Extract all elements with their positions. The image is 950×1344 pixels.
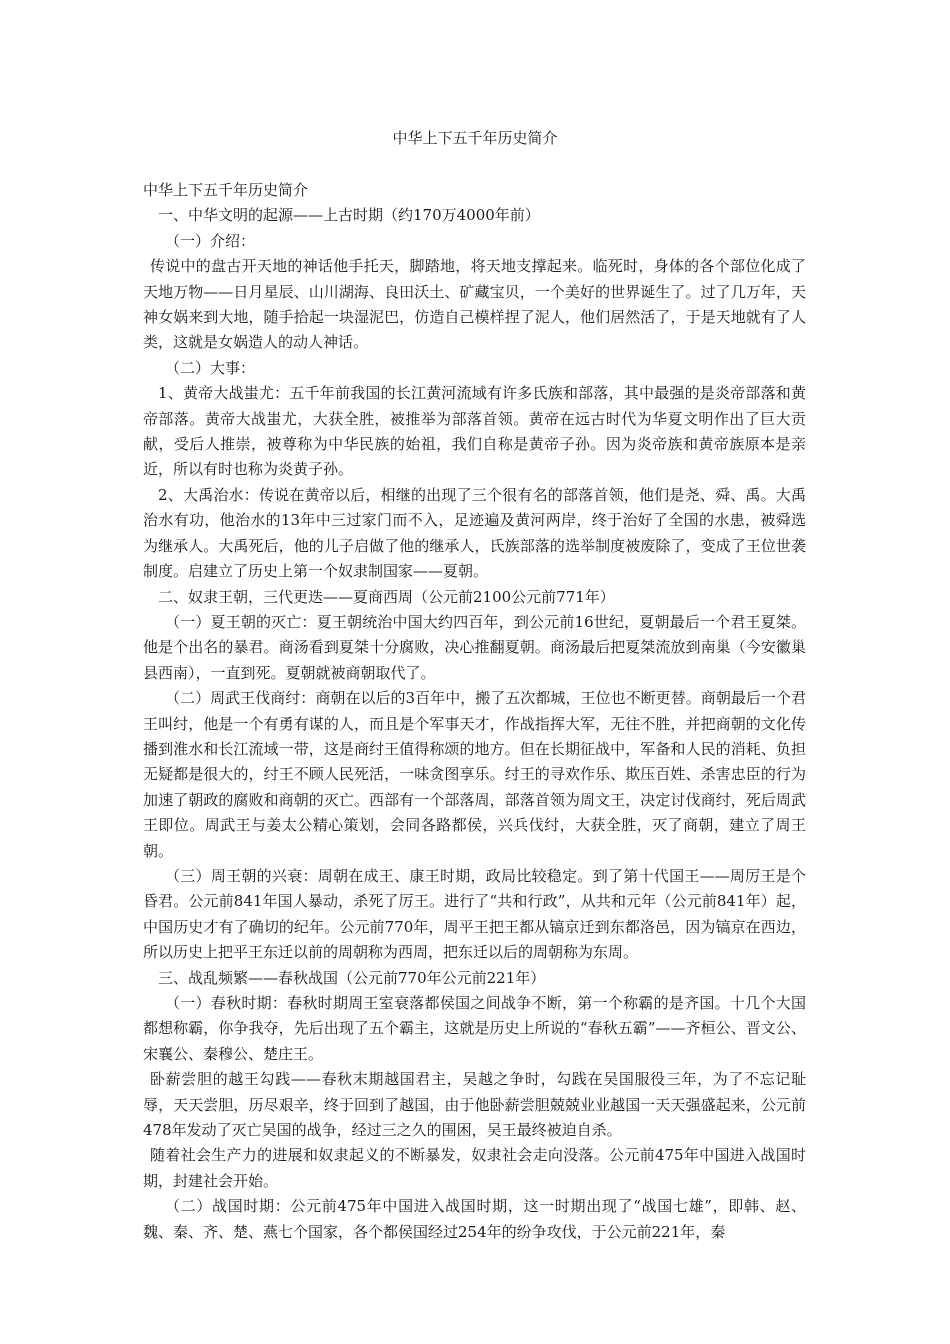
paragraph-pangu: 传说中的盘古开天地的神话他手托天，脚踏地，将天地支撑起来。临死时，身体的各个部位化成了天地万物——日月星辰、山川湖海、良田沃土、矿藏宝贝，一个美好的世界诞生了。过了几万年，天神女娲来到大地，随手拾起一块湿泥巴，仿造自己模样捏了泥人，他们居然活了，于是天地就有了人类，这就是女娲造人的动人神话。 [143, 257, 806, 352]
document-title: 中华上下五千年历史简介 [392, 129, 558, 147]
section-heading-1: 一、中华文明的起源——上古时期（约170万4000年前） [158, 206, 540, 225]
paragraph-chunqiu: （一）春秋时期：春秋时期周王室衰落都侯国之间战争不断，第一个称霸的是齐国。十几个大国都想称霸，你争我夺，先后出现了五个霸主，这就是历史上所说的“春秋五霸”——齐桓公、晋文公、宋襄公、秦穆公、楚庄王。 [143, 994, 806, 1063]
paragraph-zhanguo: （二）战国时期：公元前475年中国进入战国时期，这一时期出现了“战国七雄”，即韩、赵、魏、秦、齐、楚、燕七个国家，各个都侯国经过254年的纷争攻伐，于公元前221年，秦 [143, 1197, 806, 1241]
paragraph-goujian: 卧薪尝胆的越王勾践——春秋末期越国君主，吴越之争时，勾践在吴国服役三年，为了不忘记耻辱，天天尝胆，历尽艰辛，终于回到了越国，由于他卧薪尝胆兢兢业业越国一天天强盛起来，公元前478年发动了灭亡吴国的战争，经过三之久的围困，吴王最终被迫自杀。 [143, 1070, 806, 1140]
section-heading-2: 二、奴隶王朝，三代更迭——夏商西周（公元前2100公元前771年） [158, 587, 615, 606]
paragraph-slavery-decline: 随着社会生产力的进展和奴隶起义的不断暴发，奴隶社会走向没落。公元前475年中国进入战国时期，封建社会开始。 [143, 1146, 806, 1190]
paragraph-zhou-wuwang: （二）周武王伐商纣：商朝在以后的3百年中，搬了五次都城，王位也不断更替。商朝最后一个君王叫纣，他是一个有勇有谋的人，而且是个军事天才，作战指挥大军，无往不胜，并把商朝的文化传播到淮水和长江流域一带，这是商纣王值得称颂的地方。但在长期征战中，军备和人民的消耗、负担无疑都是很大的，纣王不顾人民死活，一味贪图享乐。纣王的寻欢作乐、欺压百姓、杀害忠臣的行为加速了朝政的腐败和商朝的灭亡。西部有一个部落周，部落首领为周文王，决定讨伐商纣，死后周武王即位。周武王与姜太公精心策划，会同各路都侯，兴兵伐纣，大获全胜，灭了商朝，建立了周王朝。 [143, 689, 806, 860]
subsection-heading-events: （二）大事： [165, 358, 256, 377]
subsection-heading-intro: （一）介绍： [165, 231, 256, 250]
paragraph-zhou-rise-fall: （三）周王朝的兴衰：周朝在成王、康王时期，政局比较稳定。到了第十代国王——周厉王是个昏君。公元前841年国人暴动，杀死了厉王。进行了“共和行政”，从共和元年（公元前841年）起，中国历史才有了确切的纪年。公元前770年，周平王把王都从镐京迁到东都洛邑，因为镐京在西边，所以历史上把平王东迁以前的周朝称为西周，把东迁以后的周朝称为东周。 [143, 866, 806, 962]
document-body [143, 178, 806, 1245]
paragraph-dayu: 2、大禹治水：传说在黄帝以后，相继的出现了三个很有名的部落首领，他们是尧、舜、禹。大禹治水有功，他治水的13年中三过家门而不入，足迹遍及黄河两岸，终于治好了全国的水患，被舜选为继承人。大禹死后，他的儿子启做了他的继承人，氏族部落的选举制度被废除了，变成了王位世袭制度。启建立了历史上第一个奴隶制国家——夏朝。 [143, 485, 806, 581]
paragraph-huangdi: 1、黄帝大战蚩尤：五千年前我国的长江黄河流域有许多氏族和部落，其中最强的是炎帝部落和黄帝部落。黄帝大战蚩尤，大获全胜，被推举为部落首领。黄帝在远古时代为华夏文明作出了巨大贡献，受后人推崇，被尊称为中华民族的始祖，我们自称是黄帝子孙。因为炎帝族和黄帝族原本是亲近，所以有时也称为炎黄子孙。 [143, 384, 806, 479]
paragraph-xia: （一）夏王朝的灭亡：夏王朝统治中国大约四百年，到公元前16世纪，夏朝最后一个君王夏桀。他是个出名的暴君。商汤看到夏桀十分腐败，决心推翻夏朝。商汤最后把夏桀流放到南巢（今安徽巢县西南），一直到死。夏朝就被商朝取代了。 [143, 612, 806, 682]
paragraph-heading: 中华上下五千年历史简介 [143, 181, 309, 199]
section-heading-3: 三、战乱频繁——春秋战国（公元前770年公元前221年） [158, 968, 546, 987]
